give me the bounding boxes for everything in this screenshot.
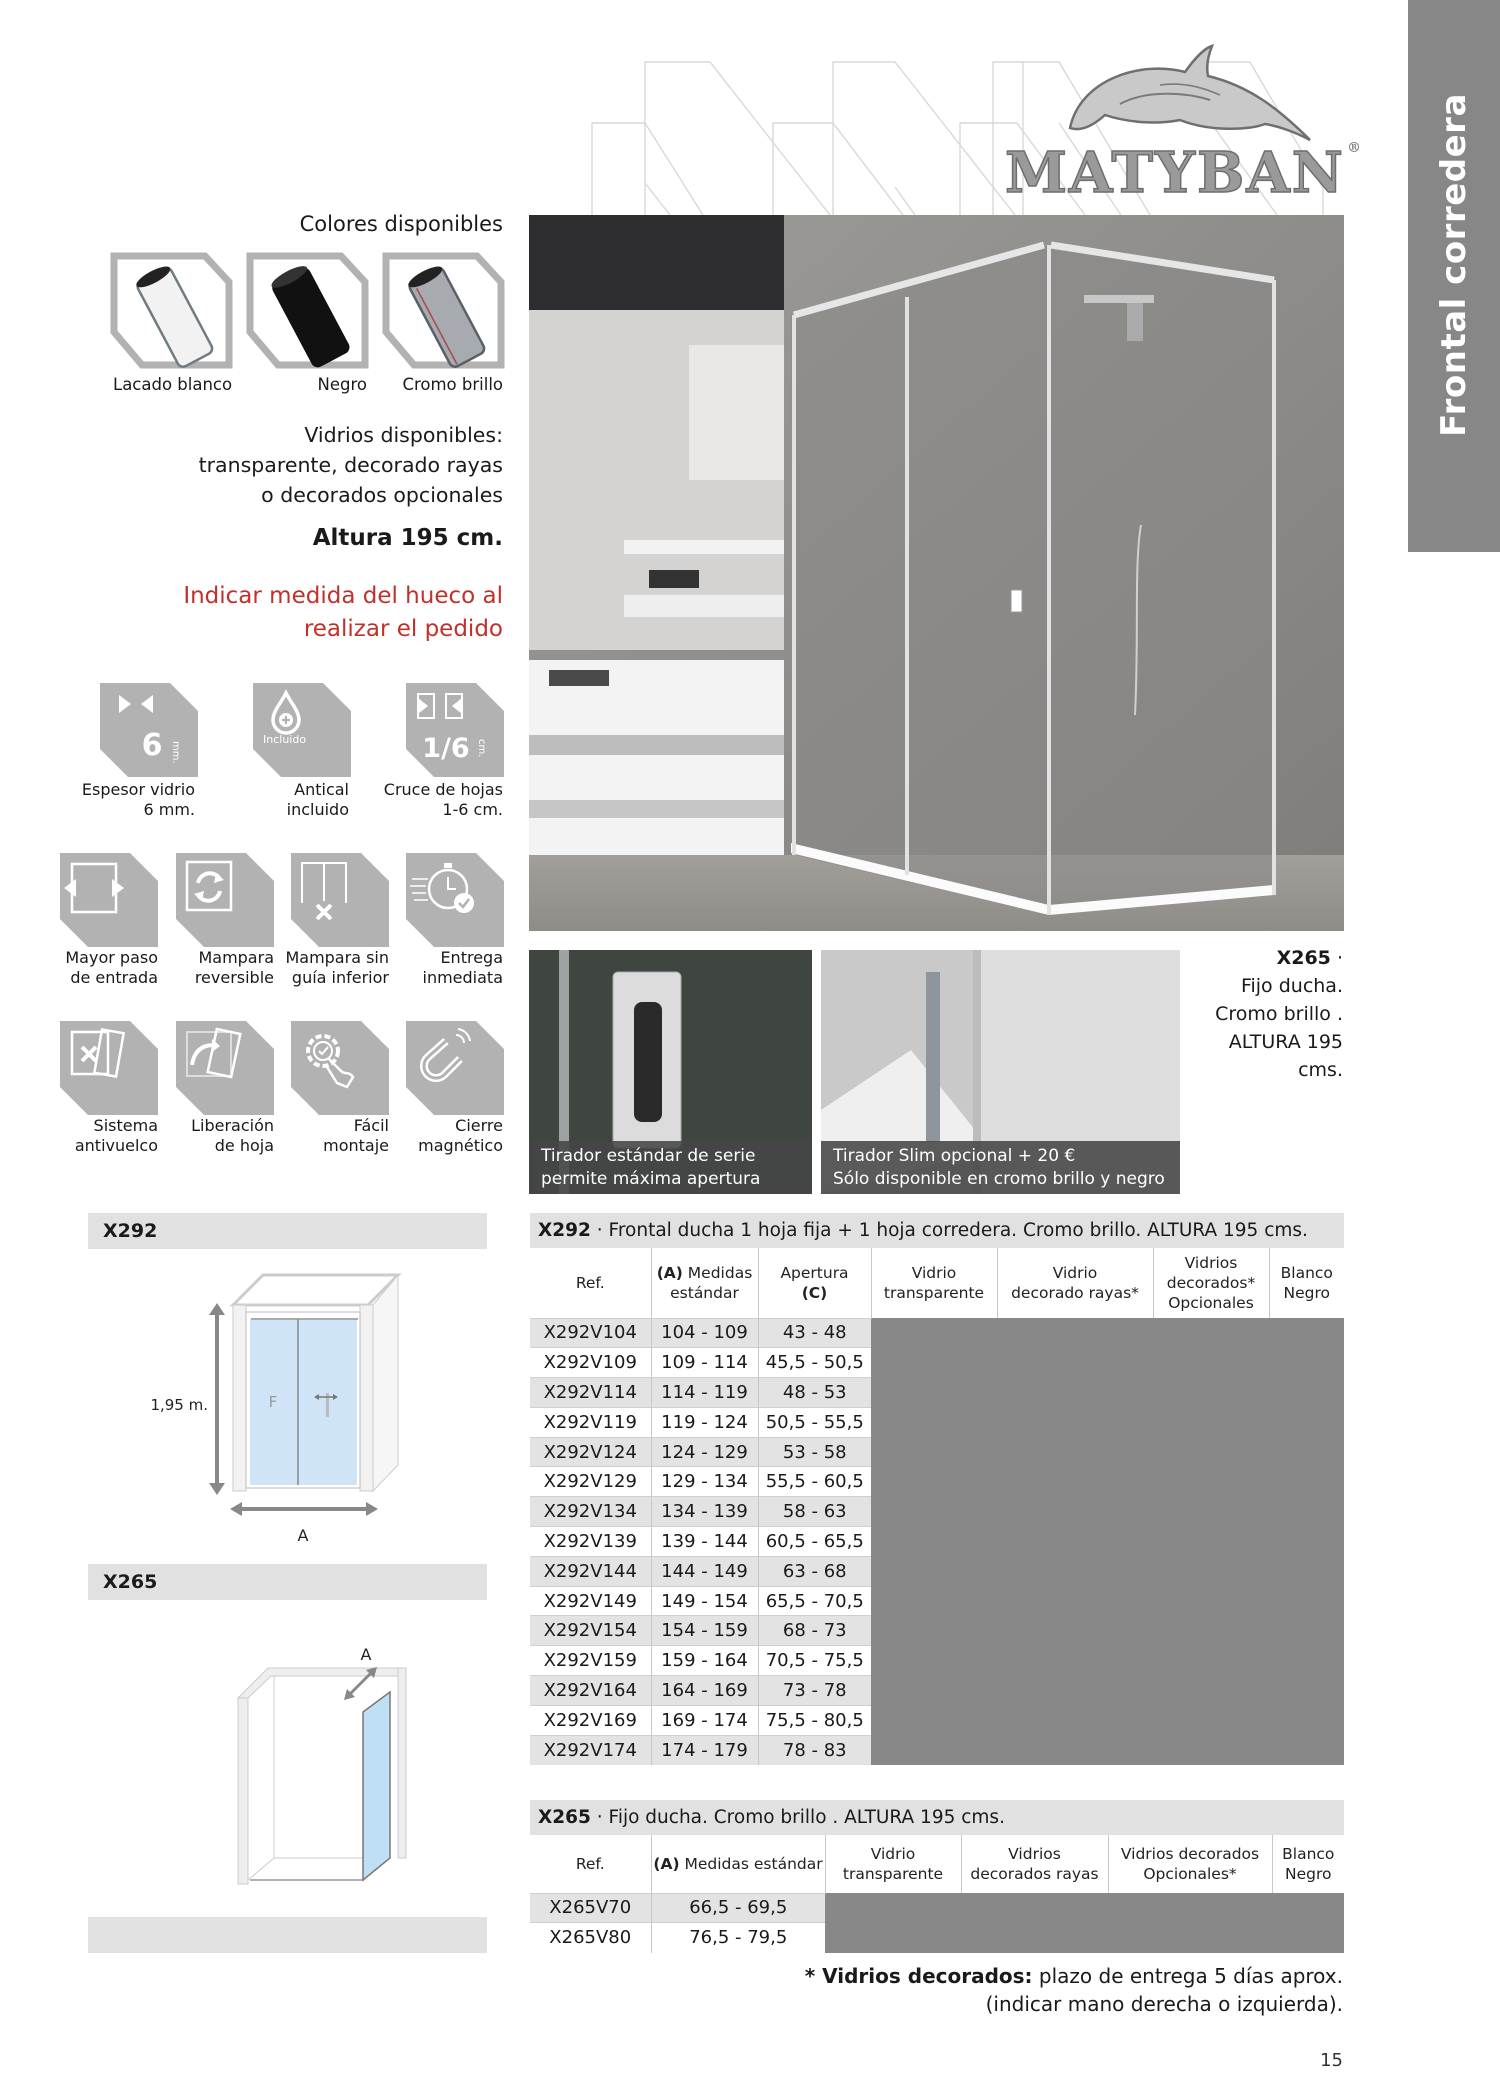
cell-medidas: 76,5 - 79,5 [651,1923,825,1953]
cell-ref: X292V114 [530,1378,651,1408]
section-tab-label: Frontal corredera [1434,93,1474,437]
product-photo-shower [529,215,1344,931]
cell-medidas: 144 - 149 [651,1556,758,1586]
registered-mark: ® [1347,140,1363,156]
cell-apertura: 78 - 83 [758,1735,871,1765]
x265-side-description: X265 · Fijo ducha. Cromo brillo . ALTURA 195 cms. [1215,947,1343,1081]
cell-ref: X292V144 [530,1556,651,1586]
options-shaded-area [825,1893,1344,1953]
cell-medidas: 119 - 124 [651,1407,758,1437]
spec-label: Antical incluido [286,780,349,819]
cell-ref: X292V134 [530,1497,651,1527]
page-number: 15 [1320,2050,1343,2071]
swatch-lacado-blanco [110,252,233,369]
svg-text:Incluido: Incluido [263,733,307,746]
brand-logo [1005,140,1363,206]
cell-apertura: 53 - 58 [758,1437,871,1467]
cell-medidas: 164 - 169 [651,1676,758,1706]
cell-ref: X292V154 [530,1616,651,1646]
col-header-ref: Ref. [575,1273,605,1292]
cell-ref: X292V174 [530,1735,651,1765]
feature-label: Liberación de hoja [191,1116,274,1155]
col-header-vidrio-decorado-rayas: Vidrio decorado rayas* [997,1248,1153,1318]
feature-label: Fácil montaje [323,1116,389,1155]
cell-medidas: 129 - 134 [651,1467,758,1497]
photo-standard-handle [529,950,812,1194]
caption-slim-handle: Tirador Slim opcional + 20 € Sólo disponible en cromo brillo y negro [821,1141,1180,1194]
footnote: * Vidrios decorados: plazo de entrega 5 días aprox. (indicar mano derecha o izquierda). [804,1964,1343,2016]
svg-text:6: 6 [141,728,163,763]
stopwatch-check-icon [406,853,504,947]
brand-name: MATYBAN [1005,140,1345,206]
table-x265 [530,1800,1344,1953]
feature-label: Cierre magnético [418,1116,503,1155]
col-header-apertura: Apertura (C) [758,1248,871,1318]
caption-standard-handle: Tirador estándar de serie permite máxima apertura [529,1141,812,1194]
cell-apertura: 43 - 48 [758,1318,871,1348]
fixed-panel-label: F [268,1393,278,1411]
width-label: A [297,1526,309,1545]
swatch-label: Lacado blanco [113,375,233,394]
table-x292-title: X292 · Frontal ducha 1 hoja fija + 1 hoja corredera. Cromo brillo. ALTURA 195 cms. [530,1213,1344,1248]
cell-apertura: 75,5 - 80,5 [758,1705,871,1735]
col-header-medidas: (A) Medidas estándar [651,1248,758,1318]
cell-medidas: 159 - 164 [651,1646,758,1676]
cell-medidas: 114 - 119 [651,1378,758,1408]
height-label: 1,95 m. [150,1396,208,1414]
cell-medidas: 124 - 129 [651,1437,758,1467]
swatch-cromo-brillo [382,252,505,369]
col-header-vidrios-decorados-rayas: Vidrios decorados rayas [961,1835,1108,1893]
cell-ref: X292V129 [530,1467,651,1497]
col-header-medidas: (A) Medidas estándar [651,1835,825,1893]
cell-ref: X292V159 [530,1646,651,1676]
table-header-row [530,1835,1344,1893]
feature-label: Mayor paso de entrada [65,948,158,987]
diagram-x292 [88,1265,487,1565]
photo-slim-handle [821,950,1180,1194]
cell-medidas: 154 - 159 [651,1616,758,1646]
colors-title: Colores disponibles [299,212,503,236]
table-row [530,1318,1344,1348]
dolphin-logo-icon [1010,40,1340,150]
col-header-vidrio-transparente: Vidrio transparente [825,1835,961,1893]
svg-text:mm.: mm. [170,741,181,764]
cell-medidas: 134 - 139 [651,1497,758,1527]
cell-apertura: 73 - 78 [758,1676,871,1706]
feature-label: Sistema antivuelco [74,1116,158,1155]
svg-text:cm.: cm. [476,739,487,758]
cell-apertura: 50,5 - 55,5 [758,1407,871,1437]
table-x292 [530,1213,1344,1765]
reversible-icon [176,853,274,947]
cell-ref: X292V139 [530,1527,651,1557]
cell-apertura: 58 - 63 [758,1497,871,1527]
cell-ref: X265V80 [530,1923,651,1953]
table-x265-title: X265 · Fijo ducha. Cromo brillo . ALTURA 195 cms. [530,1800,1344,1835]
cell-ref: X265V70 [530,1893,651,1923]
overlap-icon [406,683,504,777]
swatch-negro [246,252,369,369]
order-note: Indicar medida del hueco al realizar el pedido [183,583,503,642]
glass-thickness-icon [100,683,198,777]
gear-hand-icon [291,1021,389,1115]
cell-apertura: 68 - 73 [758,1616,871,1646]
magnet-icon [406,1021,504,1115]
cell-apertura: 70,5 - 75,5 [758,1646,871,1676]
col-header-blanco-negro: Blanco Negro [1269,1248,1344,1318]
feature-label: Mampara sin guía inferior [285,948,389,987]
swatch-label: Negro [317,375,367,394]
no-bottom-guide-icon [291,853,389,947]
col-header-vidrios-decorados-opcionales: Vidrios decorados* Opcionales [1153,1248,1269,1318]
swatch-label: Cromo brillo [402,375,503,394]
cell-medidas: 174 - 179 [651,1735,758,1765]
table-header-row [530,1248,1344,1318]
cell-ref: X292V109 [530,1348,651,1378]
cell-apertura: 48 - 53 [758,1378,871,1408]
anti-tip-icon [60,1021,158,1115]
width-label: A [360,1645,372,1664]
cell-apertura: 63 - 68 [758,1556,871,1586]
col-header-blanco-negro: Blanco Negro [1272,1835,1344,1893]
empty-gray-bar [88,1917,487,1953]
cell-apertura: 60,5 - 65,5 [758,1527,871,1557]
cell-apertura: 65,5 - 70,5 [758,1586,871,1616]
cell-ref: X292V149 [530,1586,651,1616]
col-header-vidrio-transparente: Vidrio transparente [871,1248,997,1318]
anti-limescale-drop-icon [253,683,351,777]
section-tab [1408,0,1500,552]
options-shaded-area [871,1318,1344,1765]
cell-apertura: 45,5 - 50,5 [758,1348,871,1378]
leaf-release-icon [176,1021,274,1115]
spec-label: Espesor vidrio 6 mm. [81,780,195,819]
diagram-title-x292: X292 [88,1213,487,1249]
cell-ref: X292V119 [530,1407,651,1437]
cell-medidas: 66,5 - 69,5 [651,1893,825,1923]
diagram-x265 [88,1620,487,1890]
table-row [530,1893,1344,1923]
cell-ref: X292V169 [530,1705,651,1735]
cell-ref: X292V104 [530,1318,651,1348]
glass-options-text: Vidrios disponibles: transparente, decorado rayas o decorados opcionales [198,423,503,507]
cell-medidas: 139 - 144 [651,1527,758,1557]
cell-medidas: 109 - 114 [651,1348,758,1378]
cell-ref: X292V124 [530,1437,651,1467]
height-text: Altura 195 cm. [312,525,503,551]
spec-label: Cruce de hojas 1-6 cm. [383,780,503,819]
cell-medidas: 149 - 154 [651,1586,758,1616]
svg-text:1/6: 1/6 [422,733,470,764]
col-header-ref: Ref. [575,1854,605,1873]
feature-label: Entrega inmediata [422,948,503,987]
col-header-vidrios-decorados-opcionales: Vidrios decorados Opcionales* [1108,1835,1272,1893]
cell-apertura: 55,5 - 60,5 [758,1467,871,1497]
cell-ref: X292V164 [530,1676,651,1706]
cell-medidas: 104 - 109 [651,1318,758,1348]
diagram-title-x265: X265 [88,1564,487,1600]
cell-medidas: 169 - 174 [651,1705,758,1735]
feature-label: Mampara reversible [194,948,274,987]
wider-entry-icon [60,853,158,947]
